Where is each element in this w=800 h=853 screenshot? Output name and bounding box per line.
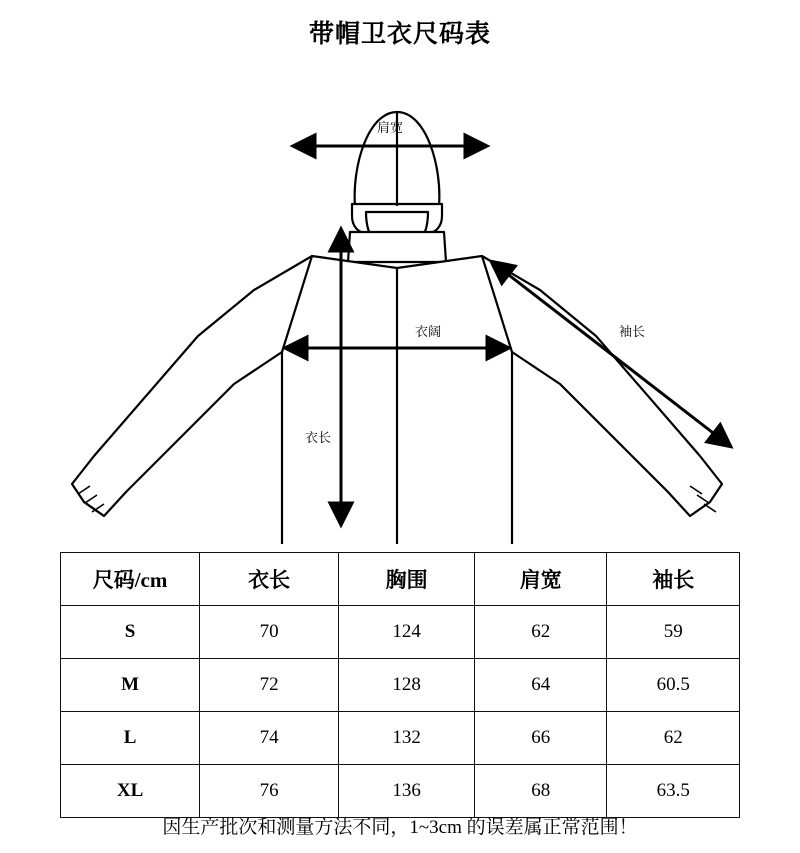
cell-chest: 124: [339, 606, 475, 659]
cell-chest: 128: [339, 659, 475, 712]
cell-length: 72: [200, 659, 339, 712]
label-sleeve: 袖长: [618, 324, 646, 339]
cell-length: 70: [200, 606, 339, 659]
cell-size: L: [61, 712, 200, 765]
cell-length: 76: [200, 765, 339, 818]
col-header-sleeve: 袖长: [607, 553, 740, 606]
table-row: [61, 712, 740, 765]
cell-sleeve: 60.5: [607, 659, 740, 712]
label-chest: 衣阔: [414, 324, 442, 339]
table-row: [61, 606, 740, 659]
cell-sleeve: 62: [607, 712, 740, 765]
col-header-chest: 胸围: [339, 553, 475, 606]
table-row: [61, 765, 740, 818]
cell-chest: 132: [339, 712, 475, 765]
col-header-size: 尺码/cm: [61, 553, 200, 606]
label-length: 衣长: [304, 430, 332, 445]
hoodie-diagram: [0, 54, 800, 544]
cell-sleeve: 59: [607, 606, 740, 659]
page-title: 带帽卫衣尺码表: [308, 21, 491, 48]
table-row: [61, 659, 740, 712]
label-shoulder: 肩宽: [376, 120, 404, 135]
cell-size: S: [61, 606, 200, 659]
cell-shoulder: 64: [475, 659, 607, 712]
col-header-length: 衣长: [200, 553, 339, 606]
cell-shoulder: 66: [475, 712, 607, 765]
disclaimer-note: 因生产批次和测量方法不同，1~3cm 的误差属正常范围！: [162, 817, 638, 838]
table-header-row: [61, 553, 740, 606]
cell-size: XL: [61, 765, 200, 818]
cell-shoulder: 62: [475, 606, 607, 659]
size-table: [60, 552, 740, 818]
cell-length: 74: [200, 712, 339, 765]
cell-chest: 136: [339, 765, 475, 818]
cell-sleeve: 63.5: [607, 765, 740, 818]
col-header-shoulder: 肩宽: [475, 553, 607, 606]
cell-size: M: [61, 659, 200, 712]
cell-shoulder: 68: [475, 765, 607, 818]
